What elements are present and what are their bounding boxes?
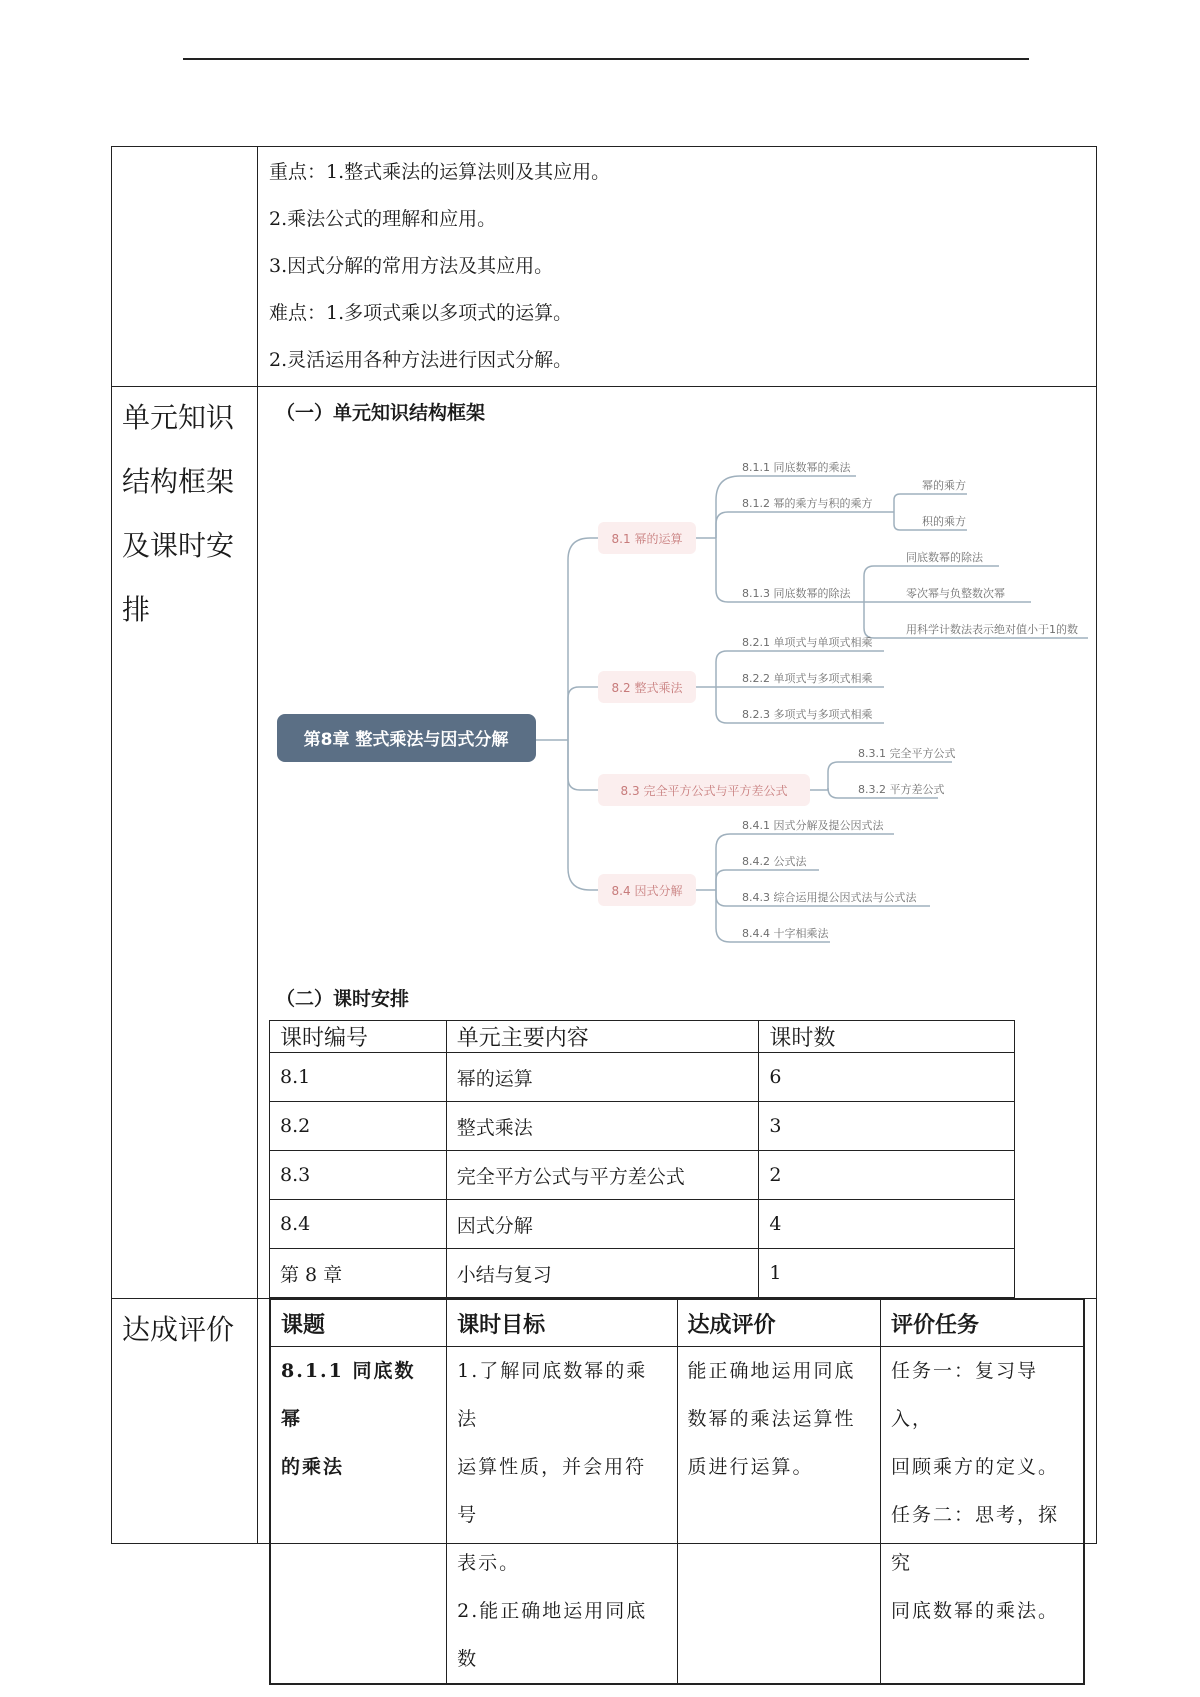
mindmap-branch-label: 8.4 因式分解 <box>611 884 683 898</box>
tasks-cell: 任务一：复习导入， 回顾乘方的定义。 任务二：思考，探究 同底数幂的乘法。 <box>881 1347 1085 1685</box>
topic-cell: 8.1.1 同底数幂 的乘法 <box>270 1347 447 1685</box>
evaluation-header-cell: 评价任务 <box>881 1299 1085 1347</box>
schedule-header-cell: 课时数 <box>759 1021 1015 1053</box>
main-table-column-divider <box>257 146 258 1544</box>
mindmap-leaf-label: 零次幂与负整数次幂 <box>906 587 1005 600</box>
difficulty-line: 2.灵活运用各种方法进行因式分解。 <box>269 349 573 371</box>
goals-cell: 1.了解同底数幂的乘法 运算性质，并会用符号 表示。 2.能正确地运用同底数 <box>447 1347 677 1685</box>
table-row <box>270 1151 1015 1200</box>
mindmap-leaf-label: 8.3.2 平方差公式 <box>858 783 945 796</box>
mindmap-leaf-label: 8.2.3 多项式与多项式相乘 <box>742 708 873 721</box>
content-cell: 因式分解 <box>446 1200 759 1249</box>
structure-side-label: 单元知识 结构框架 及课时安 排 <box>122 401 235 626</box>
schedule-table <box>269 1020 1015 1298</box>
schedule-header-cell: 单元主要内容 <box>446 1021 759 1053</box>
lesson-number-cell: 第 8 章 <box>270 1249 447 1298</box>
table-row <box>270 1053 1015 1102</box>
page-header-rule <box>183 58 1029 60</box>
mindmap-leaf-label: 8.3.1 完全平方公式 <box>858 747 956 760</box>
lesson-number-cell: 8.4 <box>270 1200 447 1249</box>
row-divider-keypoints <box>111 386 1097 387</box>
assessment-cell: 能正确地运用同底 数幂的乘法运算性 质进行运算。 <box>677 1347 880 1685</box>
schedule-header-cell: 课时编号 <box>270 1021 447 1053</box>
mindmap-leaf-label: 8.2.1 单项式与单项式相乘 <box>742 636 873 649</box>
difficulty-line: 难点：1.多项式乘以多项式的运算。 <box>269 302 573 324</box>
evaluation-header-cell: 课题 <box>270 1299 447 1347</box>
hours-cell: 6 <box>759 1053 1015 1102</box>
mindmap-leaf-label: 8.4.1 因式分解及提公因式法 <box>742 819 884 832</box>
key-point-line: 3.因式分解的常用方法及其应用。 <box>269 255 554 277</box>
content-cell: 小结与复习 <box>446 1249 759 1298</box>
lesson-number-cell: 8.2 <box>270 1102 447 1151</box>
content-cell: 幂的运算 <box>446 1053 759 1102</box>
mindmap-leaf-label: 8.4.4 十字相乘法 <box>742 927 829 940</box>
lesson-number-cell: 8.3 <box>270 1151 447 1200</box>
knowledge-mindmap <box>268 440 1088 960</box>
lesson-number-cell: 8.1 <box>270 1053 447 1102</box>
evaluation-header-cell: 课时目标 <box>447 1299 677 1347</box>
mindmap-leaf-label: 用科学计数法表示绝对值小于1的数 <box>906 623 1078 636</box>
evaluation-header-cell: 达成评价 <box>677 1299 880 1347</box>
mindmap-leaf-label: 同底数幂的除法 <box>906 551 983 564</box>
mindmap-root-label: 第8章 整式乘法与因式分解 <box>303 730 509 750</box>
mindmap-branch-label: 8.1 幂的运算 <box>611 532 683 546</box>
key-point-line: 2.乘法公式的理解和应用。 <box>269 208 497 230</box>
hours-cell: 2 <box>759 1151 1015 1200</box>
hours-cell: 3 <box>759 1102 1015 1151</box>
hours-cell: 1 <box>759 1249 1015 1298</box>
mindmap-leaf-label: 幂的乘方 <box>922 479 966 492</box>
evaluation-table <box>269 1298 1085 1685</box>
mindmap-leaf-label: 8.1.2 幂的乘方与积的乘方 <box>742 497 873 510</box>
mindmap-leaf-label: 8.1.3 同底数幂的除法 <box>742 587 851 600</box>
content-cell: 整式乘法 <box>446 1102 759 1151</box>
table-row <box>270 1200 1015 1249</box>
table-row <box>270 1249 1015 1298</box>
mindmap-leaf-label: 8.2.2 单项式与多项式相乘 <box>742 672 873 685</box>
schedule-title: （二）课时安排 <box>276 988 410 1010</box>
schedule-header-row <box>270 1021 1015 1053</box>
mindmap-branch-label: 8.3 完全平方公式与平方差公式 <box>620 784 788 798</box>
framework-title: （一）单元知识结构框架 <box>276 402 486 424</box>
evaluation-side-label: 达成评价 <box>122 1313 235 1346</box>
mindmap-branch-label: 8.2 整式乘法 <box>611 681 683 695</box>
evaluation-header-row <box>270 1299 1084 1347</box>
hours-cell: 4 <box>759 1200 1015 1249</box>
mindmap-leaf-label: 8.1.1 同底数幂的乘法 <box>742 461 851 474</box>
table-row <box>270 1102 1015 1151</box>
content-cell: 完全平方公式与平方差公式 <box>446 1151 759 1200</box>
mindmap-leaf-label: 8.4.3 综合运用提公因式法与公式法 <box>742 891 917 904</box>
mindmap-leaf-label: 8.4.2 公式法 <box>742 855 807 868</box>
mindmap-leaf-label: 积的乘方 <box>922 515 966 528</box>
table-row <box>270 1347 1084 1685</box>
key-point-line: 重点：1.整式乘法的运算法则及其应用。 <box>269 161 611 183</box>
